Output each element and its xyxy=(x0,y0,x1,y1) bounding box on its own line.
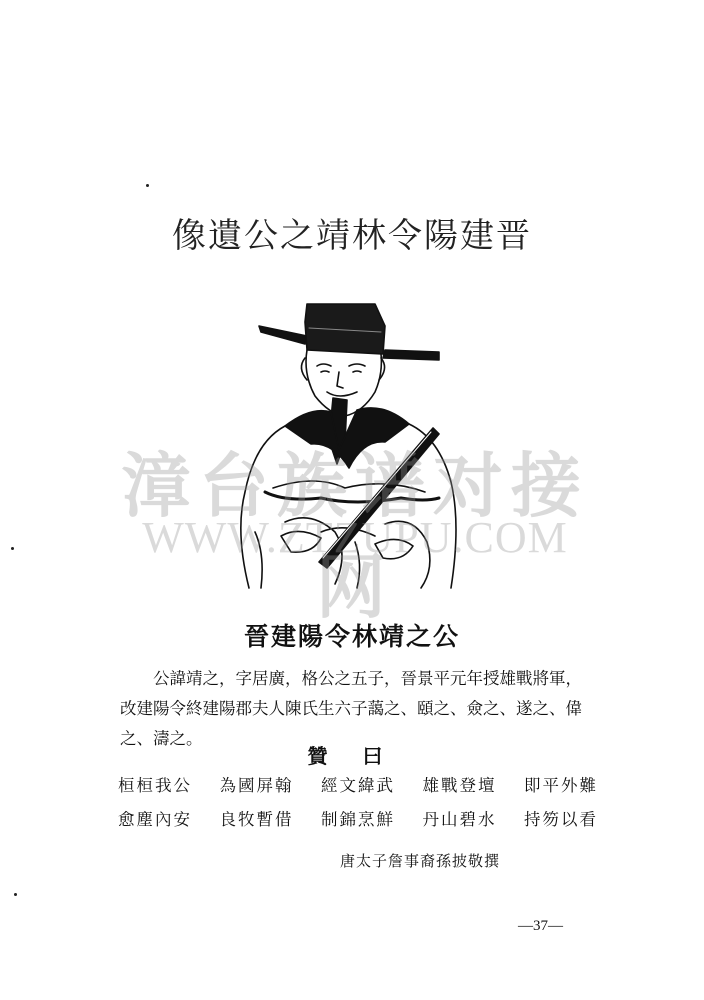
biography-text: 公諱靖之，字居廣，格公之五子，晉景平元年授雄戰將軍，改建陽令終建陽郡夫人陳氏生六子藹之、頤之、僉之、遂之、偉之、濤之。 xyxy=(120,669,582,748)
page-title: 像遺公之靖林令陽建晋 xyxy=(172,216,532,256)
scan-speck xyxy=(14,893,17,896)
verse-phrase: 愈塵內安 xyxy=(118,810,192,829)
scan-speck xyxy=(11,547,14,550)
author-attribution: 唐太子詹事裔孫披敬撰 xyxy=(340,852,501,870)
eulogy-heading: 贊 曰 xyxy=(307,744,397,768)
verse-phrase: 良牧暫借 xyxy=(219,810,294,829)
eulogy-line-2 xyxy=(118,806,598,830)
section-heading: 晉建陽令林靖之公 xyxy=(243,622,460,651)
verse-phrase: 為國屏翰 xyxy=(219,776,294,795)
verse-phrase: 雄戰登壇 xyxy=(422,776,497,795)
verse-phrase: 丹山碧水 xyxy=(422,810,497,829)
scan-speck xyxy=(146,184,149,187)
page-number: —37— xyxy=(518,918,563,934)
verse-phrase: 桓桓我公 xyxy=(118,776,192,795)
eulogy-line-1 xyxy=(118,772,598,796)
watermark-url: WWW.ZTZUPU.COM xyxy=(142,513,568,562)
verse-phrase: 持笏以看 xyxy=(524,810,598,829)
verse-phrase: 經文緯武 xyxy=(321,776,395,795)
verse-phrase: 制錦烹鮮 xyxy=(321,810,395,829)
verse-phrase: 即平外難 xyxy=(524,776,598,795)
watermark-chinese: 漳台族谱对接网 xyxy=(121,445,589,628)
